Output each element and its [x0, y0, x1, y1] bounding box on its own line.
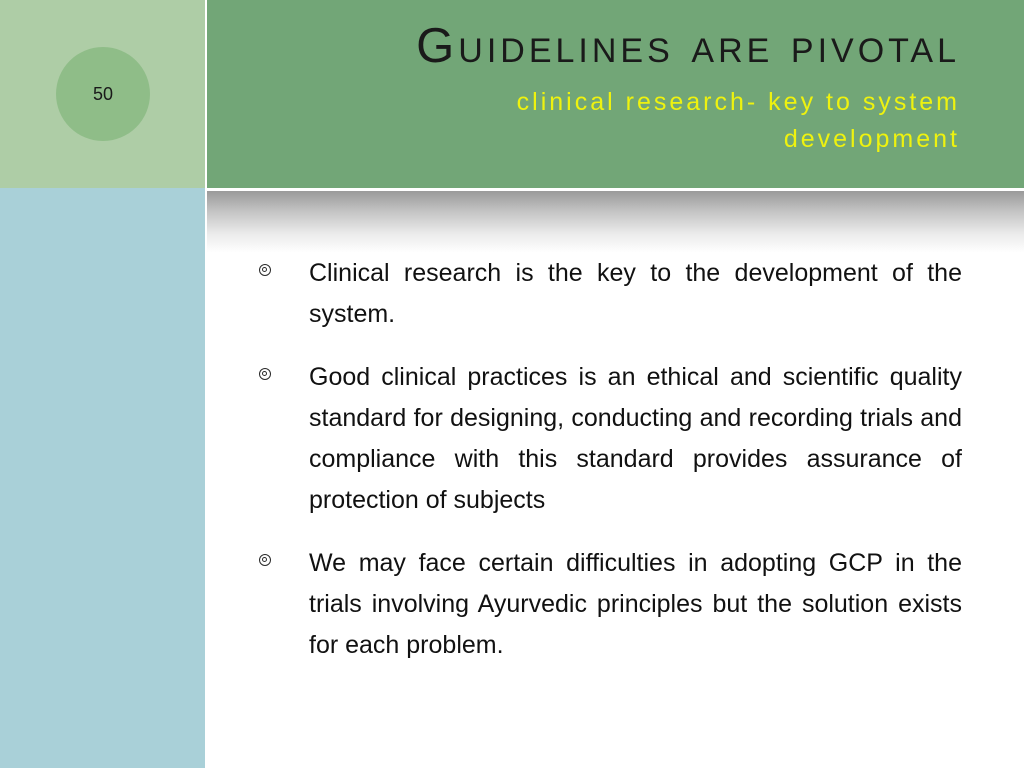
bullet-item	[256, 357, 962, 521]
bullet-item	[256, 543, 962, 666]
bullet-text: Good clinical practices is an ethical and scientific quality standard for designing, conducting and recording trials and compliance with this standard provides assurance of protection of subjects	[309, 363, 962, 514]
bullet-item	[256, 253, 962, 335]
bullet-text: We may face certain difficulties in adopting GCP in the trials involving Ayurvedic principles but the solution exists for each problem.	[309, 549, 962, 659]
slide-title: Guidelines are pivotal	[416, 19, 960, 73]
title-shadow-band	[207, 191, 1024, 253]
bullet-list	[256, 253, 962, 688]
bullet-text: Clinical research is the key to the development of the system.	[309, 259, 962, 328]
left-panel-bottom	[0, 188, 205, 768]
target-circle-icon	[259, 264, 271, 276]
target-circle-icon	[259, 554, 271, 566]
target-circle-icon	[259, 368, 271, 380]
page-number: 50	[92, 84, 114, 104]
slide-subtitle: clinical research- key to system development	[516, 88, 960, 153]
